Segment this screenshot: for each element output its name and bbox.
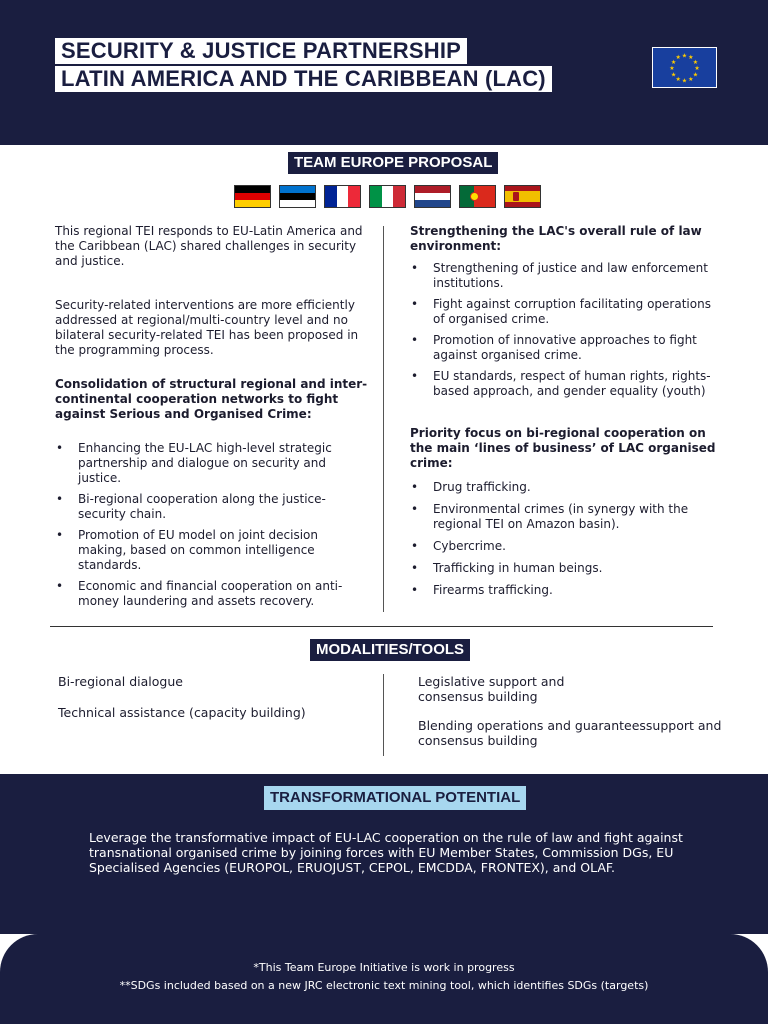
member-state-flags (234, 185, 541, 209)
modalities-divider (383, 674, 384, 756)
intro-paragraph-1: This regional TEI responds to EU-Latin America and the Caribbean (LAC) shared challenges in security and justice. (55, 224, 363, 268)
list-item: • Economic and financial cooperation on anti-money laundering and assets recovery. (55, 579, 370, 609)
footnote-1: *This Team Europe Initiative is work in progress (253, 961, 515, 974)
svg-text:★: ★ (688, 75, 694, 83)
list-item: • Environmental crimes (in synergy with the regional TEI on Amazon basin). (410, 502, 725, 532)
netherlands-flag-icon (414, 185, 451, 208)
footnote-2: **SDGs included based on a new JRC electronic text mining tool, which identifies SDGs (targets) (119, 979, 649, 992)
transformational-text: Leverage the transformative impact of EU-LAC cooperation on the rule of law and fight against transnational organised crime by joining forces with EU Member States, Commission DGs, EU Specialised Agencies (EUROPOL, ERUOJUST, CEPOL, EMCDDA, FRONTEX), and OLAF. (89, 830, 683, 875)
intro-paragraph-2: Security-related interventions are more efficiently addressed at regional/multi-country level and no bilateral security-related TEI has been proposed in the programming process. (55, 298, 359, 357)
modalities-tools-label: MODALITIES/TOOLS (310, 639, 470, 661)
consolidation-list (55, 441, 370, 609)
svg-text:★: ★ (669, 65, 675, 72)
left-column (55, 224, 370, 609)
title-line-2: LATIN AMERICA AND THE CARIBBEAN (LAC) (55, 66, 552, 92)
svg-text:★: ★ (692, 71, 699, 79)
modality-item: Bi-regional dialogue (58, 674, 183, 689)
modalities-right (418, 674, 728, 748)
list-item: • Firearms trafficking. (410, 583, 725, 598)
priority-focus-heading: Priority focus on bi-regional cooperation on the main ‘lines of business’ of LAC organised crime: (410, 426, 716, 470)
consolidation-heading: Consolidation of structural regional and inter-continental cooperation networks to fight against Serious and Organised Crime: (55, 377, 368, 421)
title-line-1: SECURITY & JUSTICE PARTNERSHIP (55, 38, 467, 64)
rule-of-law-list (410, 261, 725, 399)
right-column (410, 224, 725, 598)
svg-text:★: ★ (670, 58, 677, 66)
svg-text:★: ★ (675, 75, 681, 83)
italy-flag-icon (369, 185, 406, 208)
svg-text:★: ★ (692, 58, 699, 66)
modalities-left (58, 674, 368, 720)
list-item: • Strengthening of justice and law enforcement institutions. (410, 261, 725, 291)
svg-text:★: ★ (694, 65, 700, 72)
svg-text:★: ★ (681, 77, 688, 85)
list-item: • Trafficking in human beings. (410, 561, 725, 576)
estonia-flag-icon (279, 185, 316, 208)
list-item: • Drug trafficking. (410, 480, 725, 495)
list-item: • Fight against corruption facilitating operations of organised crime. (410, 297, 725, 327)
section-divider (50, 626, 713, 627)
transformational-potential-label: TRANSFORMATIONAL POTENTIAL (264, 786, 526, 810)
svg-text:★: ★ (675, 54, 681, 62)
modality-item: Blending operations and guaranteessupport and consensus building (418, 718, 722, 748)
modality-item: Technical assistance (capacity building) (58, 705, 306, 720)
team-europe-proposal-label: TEAM EUROPE PROPOSAL (288, 152, 498, 174)
svg-text:★: ★ (681, 52, 688, 60)
list-item: • Promotion of innovative approaches to fight against organised crime. (410, 333, 725, 363)
column-divider (383, 226, 384, 612)
list-item: • Bi-regional cooperation along the justice-security chain. (55, 492, 370, 522)
list-item: • Promotion of EU model on joint decision making, based on common intelligence standards. (55, 528, 370, 573)
germany-flag-icon (234, 185, 271, 208)
svg-text:★: ★ (688, 54, 694, 62)
list-item: • Enhancing the EU-LAC high-level strategic partnership and dialogue on security and justice. (55, 441, 370, 486)
list-item: • EU standards, respect of human rights, rights-based approach, and gender equality (youth) (410, 369, 725, 399)
rule-of-law-heading: Strengthening the LAC's overall rule of law environment: (410, 224, 702, 253)
portugal-flag-icon (459, 185, 496, 208)
priority-focus-list (410, 480, 725, 598)
list-item: • Cybercrime. (410, 539, 725, 554)
spain-flag-icon (504, 185, 541, 208)
svg-text:★: ★ (670, 71, 677, 79)
eu-stars (653, 48, 716, 87)
eu-flag-icon (652, 47, 717, 88)
modality-item: Legislative support and consensus building (418, 674, 565, 704)
france-flag-icon (324, 185, 361, 208)
